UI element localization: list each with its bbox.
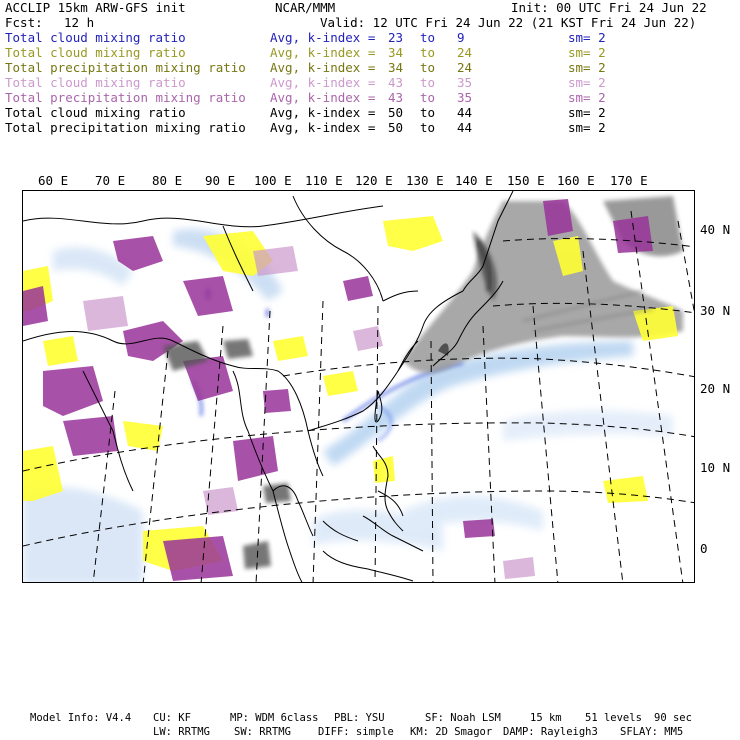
field-legend-row — [5, 45, 735, 60]
longitude-label: 100 E — [254, 173, 292, 188]
field-name: Total precipitation mixing ratio — [5, 120, 246, 135]
footer-mp: MP: WDM 6class — [230, 712, 319, 724]
latitude-label: 40 N — [700, 222, 731, 237]
field-averaging: Avg, k-index = — [270, 120, 376, 135]
longitude-label: 120 E — [355, 173, 393, 188]
field-averaging: Avg, k-index = — [270, 90, 376, 105]
weather-map — [22, 190, 695, 583]
field-to: to — [420, 30, 436, 45]
longitude-label: 90 E — [205, 173, 236, 188]
field-k-end: 44 — [457, 120, 473, 135]
footer-km: KM: 2D Smagor — [410, 726, 493, 738]
latitude-label: 10 N — [700, 460, 731, 475]
field-k-start: 50 — [388, 120, 404, 135]
field-name: Total cloud mixing ratio — [5, 30, 186, 45]
footer-lw: LW: RRTMG — [153, 726, 210, 738]
field-averaging: Avg, k-index = — [270, 30, 376, 45]
field-smoothing: sm= 2 — [568, 120, 606, 135]
longitude-label: 170 E — [610, 173, 648, 188]
valid-time: Valid: 12 UTC Fri 24 Jun 22 (21 KST Fri 24 Jun 22) — [320, 15, 697, 30]
field-averaging: Avg, k-index = — [270, 75, 376, 90]
field-legend-row — [5, 30, 735, 45]
field-smoothing: sm= 2 — [568, 60, 606, 75]
field-averaging: Avg, k-index = — [270, 45, 376, 60]
footer-timestep: 90 sec — [654, 712, 692, 724]
longitude-label: 150 E — [507, 173, 545, 188]
field-smoothing: sm= 2 — [568, 75, 606, 90]
field-k-start: 50 — [388, 105, 404, 120]
longitude-label: 160 E — [557, 173, 595, 188]
field-k-end: 24 — [457, 60, 473, 75]
field-k-start: 34 — [388, 45, 404, 60]
field-k-end: 35 — [457, 90, 473, 105]
longitude-label: 70 E — [95, 173, 126, 188]
field-legend-row — [5, 75, 735, 90]
field-smoothing: sm= 2 — [568, 45, 606, 60]
footer-pbl: PBL: YSU — [334, 712, 385, 724]
field-k-start: 43 — [388, 90, 404, 105]
latitude-label: 20 N — [700, 381, 731, 396]
field-legend-row — [5, 90, 735, 105]
footer-levels: 51 levels — [585, 712, 642, 724]
longitude-label: 60 E — [38, 173, 69, 188]
field-name: Total cloud mixing ratio — [5, 75, 186, 90]
latitude-label: 0 — [700, 541, 708, 556]
init-time: Init: 00 UTC Fri 24 Jun 22 — [511, 0, 707, 15]
field-k-end: 9 — [457, 30, 465, 45]
field-to: to — [420, 60, 436, 75]
longitude-label: 140 E — [455, 173, 493, 188]
footer-resolution: 15 km — [530, 712, 562, 724]
map-canvas — [23, 191, 695, 583]
field-k-start: 34 — [388, 60, 404, 75]
field-name: Total precipitation mixing ratio — [5, 60, 246, 75]
field-k-start: 23 — [388, 30, 404, 45]
longitude-label: 80 E — [152, 173, 183, 188]
longitude-label: 130 E — [406, 173, 444, 188]
footer-sf: SF: Noah LSM — [425, 712, 501, 724]
field-name: Total precipitation mixing ratio — [5, 90, 246, 105]
forecast-hour: 12 h — [64, 15, 95, 30]
field-to: to — [420, 105, 436, 120]
field-k-end: 44 — [457, 105, 473, 120]
field-legend-row — [5, 120, 735, 135]
field-legend-row — [5, 105, 735, 120]
forecast-label: Fcst: — [5, 15, 43, 30]
field-to: to — [420, 75, 436, 90]
field-k-end: 24 — [457, 45, 473, 60]
footer-sw: SW: RRTMG — [234, 726, 291, 738]
field-name: Total cloud mixing ratio — [5, 45, 186, 60]
field-name: Total cloud mixing ratio — [5, 105, 186, 120]
field-k-start: 43 — [388, 75, 404, 90]
field-legend-row — [5, 60, 735, 75]
footer-model-info: Model Info: V4.4 — [30, 712, 132, 724]
field-smoothing: sm= 2 — [568, 90, 606, 105]
footer-sflay: SFLAY: MM5 — [620, 726, 684, 738]
field-averaging: Avg, k-index = — [270, 60, 376, 75]
latitude-label: 30 N — [700, 303, 731, 318]
footer-diff: DIFF: simple — [318, 726, 394, 738]
field-k-end: 35 — [457, 75, 473, 90]
field-to: to — [420, 90, 436, 105]
field-smoothing: sm= 2 — [568, 30, 606, 45]
field-to: to — [420, 45, 436, 60]
field-to: to — [420, 120, 436, 135]
institution-label: NCAR/MMM — [275, 0, 336, 15]
plot-title: ACCLIP 15km ARW-GFS init — [5, 0, 186, 15]
field-averaging: Avg, k-index = — [270, 105, 376, 120]
footer-damp: DAMP: Rayleigh3 — [503, 726, 598, 738]
footer-cu: CU: KF — [153, 712, 191, 724]
field-smoothing: sm= 2 — [568, 105, 606, 120]
longitude-label: 110 E — [305, 173, 343, 188]
